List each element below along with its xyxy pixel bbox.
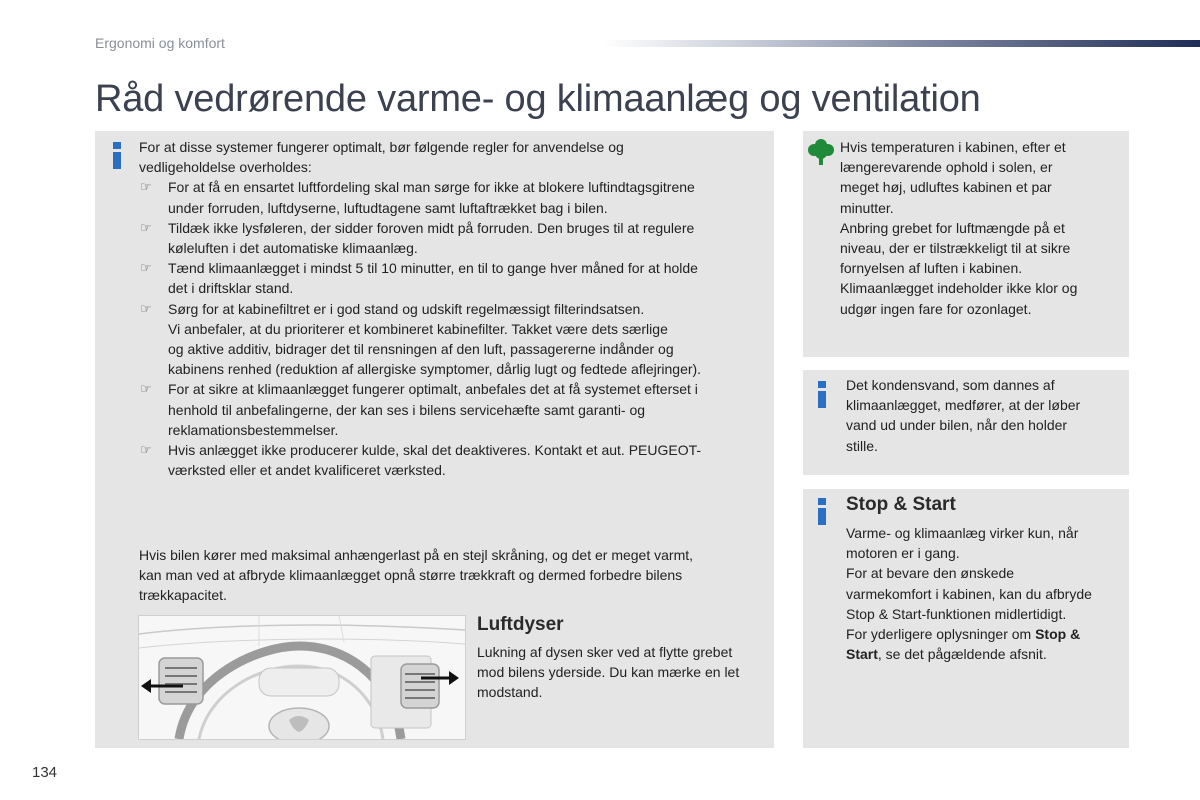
pointing-hand-icon: ☞	[140, 300, 152, 316]
stop-start-reference: Start	[846, 646, 878, 663]
air-vent-illustration	[138, 615, 466, 740]
paragraph-line: varmekomfort i kabinen, kan du afbryde	[846, 585, 1092, 602]
stop-start-reference: Stop &	[1035, 626, 1081, 643]
pointing-hand-icon: ☞	[140, 442, 152, 458]
list-item-line: Hvis anlægget ikke producerer kulde, skal det deaktiveres. Kontakt et aut. PEUGEOT-	[168, 442, 702, 459]
text-run: , se det pågældende afsnit.	[877, 646, 1047, 663]
luftdyser-text	[477, 642, 772, 703]
stop-start-heading: Stop & Start	[846, 494, 956, 515]
list-item-line: kabinens renhed (reduktion af allergiske symptomer, dårlig lugt og fedtede aflejringer).	[168, 361, 702, 378]
list-item-line: Sørg for at kabinefiltret er i god stand og udskift regelmæssigt filterindsatsen.	[168, 300, 645, 317]
paragraph-line: Anbring grebet for luftmængde på et	[840, 219, 1065, 236]
intro-line: vedligeholdelse overholdes:	[139, 159, 312, 176]
header-gradient-bar	[604, 40, 1200, 47]
paragraph-line: Lukning af dysen sker ved at flytte grebet	[477, 644, 733, 660]
list-item-line: For at få en ensartet luftfordeling skal man sørge for ikke at blokere luftindtagsgitrene	[168, 179, 695, 196]
list-item-line: under forruden, luftdyserne, luftudtagene samt luftaftrækket bag i bilen.	[168, 199, 608, 216]
text-run: For yderligere oplysninger om	[846, 626, 1036, 643]
paragraph-line: modstand.	[477, 684, 543, 701]
paragraph-line: motoren er i gang.	[846, 545, 960, 562]
stop-start-text	[846, 523, 1126, 664]
paragraph-line: kan man ved at afbryde klimaanlægget opnå større trækkraft og dermed forbedre bilens	[139, 567, 683, 584]
paragraph-line: stille.	[846, 437, 878, 454]
list-item	[139, 299, 769, 380]
pointing-hand-icon: ☞	[140, 179, 152, 195]
paragraph-line	[846, 624, 1126, 644]
paragraph-line: klimaanlægget, medfører, at der løber	[846, 397, 1081, 414]
paragraph-line: For at bevare den ønskede	[846, 565, 1015, 582]
paragraph-line: Stop & Start-funktionen midlertidigt.	[846, 605, 1067, 622]
list-item-line: det i driftsklar stand.	[168, 280, 294, 297]
list-item	[139, 177, 769, 217]
paragraph-line: vand ud under bilen, når den holder	[846, 417, 1068, 434]
paragraph-line: Varme- og klimaanlæg virker kun, når	[846, 525, 1079, 541]
list-item-line: Tænd klimaanlægget i mindst 5 til 10 minutter, en til to gange hver måned for at holde	[168, 260, 698, 277]
paragraph-line: fornyelsen af luften i kabinen.	[840, 260, 1023, 277]
page-title: Råd vedrørende varme- og klimaanlæg og ventilation	[95, 78, 981, 120]
page-number: 134	[32, 764, 58, 781]
list-item-line: henhold til anbefalingerne, der kan ses i bilens servicehæfte samt garanti- og	[168, 401, 646, 418]
luftdyser-heading: Luftdyser	[477, 614, 564, 635]
paragraph-line: minutter.	[840, 199, 894, 216]
paragraph-line: Hvis temperaturen i kabinen, efter et	[840, 139, 1066, 155]
info-icon	[818, 381, 826, 408]
intro-line: For at disse systemer fungerer optimalt, bør følgende regler for anvendelse og	[139, 139, 624, 155]
paragraph-line: længerevarende ophold i solen, er	[840, 159, 1053, 176]
pointing-hand-icon: ☞	[140, 381, 152, 397]
paragraph-line: Klimaanlægget indeholder ikke klor og	[840, 280, 1078, 297]
list-item	[139, 218, 769, 258]
dashboard-vents-svg	[139, 616, 465, 739]
paragraph-line: niveau, der er tilstrækkeligt til at sikre	[840, 240, 1071, 257]
list-item-line: Tildæk ikke lysføleren, der sidder foroven midt på forruden. Den bruges til at regulere	[168, 219, 695, 236]
paragraph-line: Det kondensvand, som dannes af	[846, 377, 1055, 393]
paragraph-line	[846, 644, 1126, 664]
list-item	[139, 258, 769, 298]
pointing-hand-icon: ☞	[140, 219, 152, 235]
info-icon	[818, 498, 826, 525]
list-item-line: køleluften i det automatiske klimaanlæg.	[168, 240, 418, 257]
environment-text	[840, 137, 1125, 319]
list-item-line: reklamationsbestemmelser.	[168, 421, 339, 438]
pointing-hand-icon: ☞	[140, 260, 152, 276]
list-item-line: Vi anbefaler, at du prioriterer et kombineret kabinefilter. Takket være dets særlige	[168, 320, 668, 337]
paragraph-line: mod bilens yderside. Du kan mærke en let	[477, 664, 740, 681]
list-item-line: værksted eller et andet kvalificeret værksted.	[168, 462, 446, 479]
list-item-line: og aktive additiv, bidrager det til rensningen af den luft, passagererne indånder og	[168, 341, 674, 358]
paragraph-line: Hvis bilen kører med maksimal anhængerlast på en stejl skråning, og det er meget varmt,	[139, 547, 694, 563]
list-item-line: For at sikre at klimaanlægget fungerer optimalt, anbefales det at få systemet efterset i	[168, 381, 698, 398]
tree-icon	[808, 138, 834, 166]
towing-paragraph	[139, 545, 769, 606]
paragraph-line: udgør ingen fare for ozonlaget.	[840, 300, 1032, 317]
paragraph-line: trækkapacitet.	[139, 587, 227, 604]
main-intro	[139, 137, 769, 480]
paragraph-line: meget høj, udluftes kabinen et par	[840, 179, 1052, 196]
list-item	[139, 440, 769, 480]
condensation-text	[846, 375, 1126, 456]
list-item	[139, 379, 769, 440]
section-label: Ergonomi og komfort	[95, 35, 225, 51]
usage-rules-list	[139, 177, 769, 480]
info-icon	[113, 142, 121, 169]
